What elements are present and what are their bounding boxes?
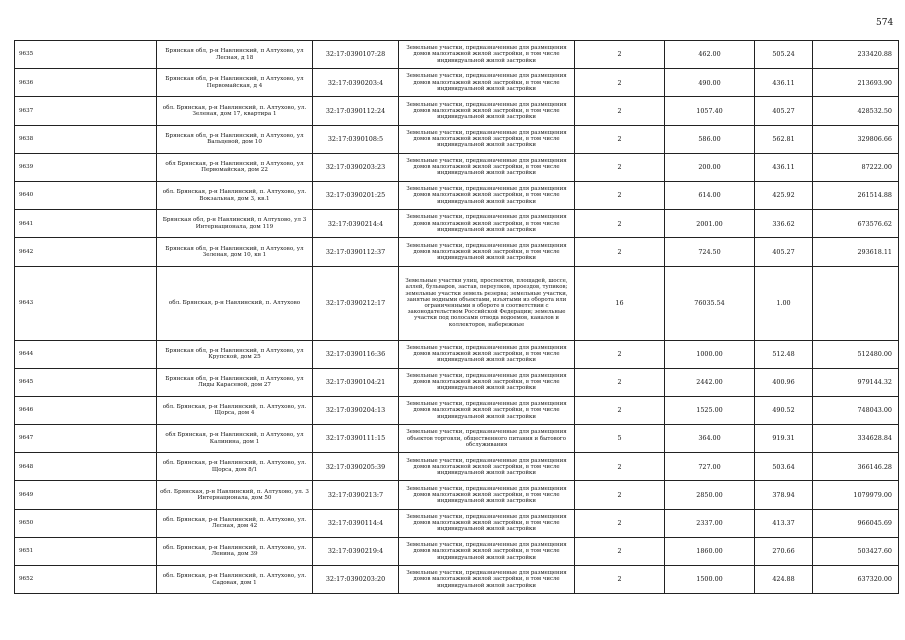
- cadastral-number-cell: 32:17:0390204:13: [313, 396, 399, 424]
- cadastral-value-cell: 512480.00: [813, 340, 899, 368]
- cadastral-number-cell: 32:17:0390111:15: [313, 425, 399, 453]
- table-row: [15, 537, 899, 565]
- address-cell: обл. Брянская, р-н Навлинский, п. Алтухово, ул. Лесная, дом 42: [157, 509, 313, 537]
- cadastral-value-cell: 213693.90: [813, 69, 899, 97]
- address-cell: Брянская обл, р-н Навлинский, п Алтухово, ул Вальцевой, дом 10: [157, 125, 313, 153]
- area-cell: 1525.00: [665, 396, 755, 424]
- land-use-cell: Земельные участки, предназначенные для размещения домов малоэтажной жилой застройки, в том числе индивидуальной жилой застройки: [399, 181, 575, 209]
- group-number-cell: 2: [575, 210, 665, 238]
- cadastral-number-cell: 32:17:0390212:17: [313, 266, 399, 340]
- specific-value-cell: 378.94: [755, 481, 813, 509]
- land-use-cell: Земельные участки, предназначенные для размещения домов малоэтажной жилой застройки, в том числе индивидуальной жилой застройки: [399, 566, 575, 594]
- specific-value-cell: 505.24: [755, 41, 813, 69]
- group-number-cell: 2: [575, 125, 665, 153]
- land-use-cell: Земельные участки, предназначенные для размещения домов малоэтажной жилой застройки, в том числе индивидуальной жилой застройки: [399, 69, 575, 97]
- address-cell: обл. Брянская, р-н Навлинский, п. Алтухово, ул. 3 Интернационала, дом 50: [157, 481, 313, 509]
- area-cell: 1500.00: [665, 566, 755, 594]
- land-use-cell: Земельные участки, предназначенные для размещения объектов торговли, общественного питания и бытового обслуживания: [399, 425, 575, 453]
- cadastral-number-cell: 32:17:0390112:37: [313, 238, 399, 266]
- cadastral-value-cell: 1079979.00: [813, 481, 899, 509]
- land-use-cell: Земельные участки улиц, проспектов, площадей, шоссе, аллей, бульваров, застав, переулков, проездов, тупиков; земельные участки земель резерва; земельные участки, занятые водными объектами, изъятыми из оборота или ограниченными в обороте в соответствии с законодательством Российской Федерации; земельные участки под полосами отвода водоемов, каналов и коллекторов, набережные: [399, 266, 575, 340]
- cadastral-number-cell: 32:17:0390203:4: [313, 69, 399, 97]
- area-cell: 724.50: [665, 238, 755, 266]
- cadastral-number-cell: 32:17:0390214:4: [313, 210, 399, 238]
- specific-value-cell: 336.62: [755, 210, 813, 238]
- land-use-cell: Земельные участки, предназначенные для размещения домов малоэтажной жилой застройки, в том числе индивидуальной жилой застройки: [399, 97, 575, 125]
- area-cell: 490.00: [665, 69, 755, 97]
- row-number: 9638: [15, 125, 157, 153]
- cadastral-value-cell: 503427.60: [813, 537, 899, 565]
- land-use-cell: Земельные участки, предназначенные для размещения домов малоэтажной жилой застройки, в том числе индивидуальной жилой застройки: [399, 509, 575, 537]
- cadastral-value-cell: 261514.88: [813, 181, 899, 209]
- table-row: [15, 481, 899, 509]
- area-cell: 200.00: [665, 153, 755, 181]
- table-row: [15, 266, 899, 340]
- row-number: 9636: [15, 69, 157, 97]
- row-number: 9645: [15, 368, 157, 396]
- area-cell: 1000.00: [665, 340, 755, 368]
- specific-value-cell: 436.11: [755, 69, 813, 97]
- cadastral-value-cell: 233420.88: [813, 41, 899, 69]
- table-row: [15, 368, 899, 396]
- group-number-cell: 2: [575, 368, 665, 396]
- address-cell: Брянская обл, р-н Навлинский, п Алтухово, ул Лиды Карасевой, дом 27: [157, 368, 313, 396]
- address-cell: обл. Брянская, р-н Навлинский, п. Алтухово: [157, 266, 313, 340]
- cadastral-number-cell: 32:17:0390205:39: [313, 453, 399, 481]
- land-use-cell: Земельные участки, предназначенные для размещения домов малоэтажной жилой застройки, в том числе индивидуальной жилой застройки: [399, 368, 575, 396]
- row-number: 9648: [15, 453, 157, 481]
- land-use-cell: Земельные участки, предназначенные для размещения домов малоэтажной жилой застройки, в том числе индивидуальной жилой застройки: [399, 396, 575, 424]
- row-number: 9640: [15, 181, 157, 209]
- cadastral-value-cell: 329806.66: [813, 125, 899, 153]
- table-body: [15, 41, 899, 594]
- cadastral-number-cell: 32:17:0390104:21: [313, 368, 399, 396]
- group-number-cell: 2: [575, 481, 665, 509]
- area-cell: 76035.54: [665, 266, 755, 340]
- group-number-cell: 2: [575, 537, 665, 565]
- address-cell: Брянская обл, р-н Навлинский, п Алтухово, ул Лесная, д 18: [157, 41, 313, 69]
- group-number-cell: 2: [575, 41, 665, 69]
- cadastral-value-cell: 979144.32: [813, 368, 899, 396]
- group-number-cell: 2: [575, 396, 665, 424]
- specific-value-cell: 436.11: [755, 153, 813, 181]
- cadastral-number-cell: 32:17:0390107:28: [313, 41, 399, 69]
- table-row: [15, 425, 899, 453]
- specific-value-cell: 919.31: [755, 425, 813, 453]
- specific-value-cell: 512.48: [755, 340, 813, 368]
- land-use-cell: Земельные участки, предназначенные для размещения домов малоэтажной жилой застройки, в том числе индивидуальной жилой застройки: [399, 238, 575, 266]
- row-number: 9652: [15, 566, 157, 594]
- specific-value-cell: 490.52: [755, 396, 813, 424]
- cadastral-value-cell: 428532.50: [813, 97, 899, 125]
- address-cell: обл Брянская, р-н Навлинский, п Алтухово, ул Калинина, дом 1: [157, 425, 313, 453]
- cadastral-value-cell: 366146.28: [813, 453, 899, 481]
- area-cell: 727.00: [665, 453, 755, 481]
- area-cell: 2850.00: [665, 481, 755, 509]
- specific-value-cell: 425.92: [755, 181, 813, 209]
- cadastral-value-cell: 748043.00: [813, 396, 899, 424]
- table-row: [15, 509, 899, 537]
- row-number: 9646: [15, 396, 157, 424]
- specific-value-cell: 424.88: [755, 566, 813, 594]
- specific-value-cell: 562.81: [755, 125, 813, 153]
- group-number-cell: 2: [575, 181, 665, 209]
- land-use-cell: Земельные участки, предназначенные для размещения домов малоэтажной жилой застройки, в том числе индивидуальной жилой застройки: [399, 481, 575, 509]
- table-row: [15, 453, 899, 481]
- group-number-cell: 2: [575, 238, 665, 266]
- cadastral-value-cell: 87222.00: [813, 153, 899, 181]
- area-cell: 364.00: [665, 425, 755, 453]
- table-row: [15, 69, 899, 97]
- cadastral-value-cell: 293618.11: [813, 238, 899, 266]
- specific-value-cell: 400.96: [755, 368, 813, 396]
- address-cell: Брянская обл, р-н Навлинский, п Алтухово, ул Первомайская, д 4: [157, 69, 313, 97]
- table-row: [15, 396, 899, 424]
- address-cell: обл. Брянская, р-н Навлинский, п. Алтухово, ул. Щорса, дом 8/1: [157, 453, 313, 481]
- row-number: 9644: [15, 340, 157, 368]
- area-cell: 614.00: [665, 181, 755, 209]
- table-row: [15, 153, 899, 181]
- cadastral-number-cell: 32:17:0390203:20: [313, 566, 399, 594]
- table-row: [15, 210, 899, 238]
- address-cell: обл. Брянская, р-н Навлинский, п. Алтухово, ул. Зеленая, дом 17, квартира 1: [157, 97, 313, 125]
- cadastral-value-cell: 966045.69: [813, 509, 899, 537]
- cadastral-number-cell: 32:17:0390219:4: [313, 537, 399, 565]
- group-number-cell: 2: [575, 566, 665, 594]
- specific-value-cell: 503.64: [755, 453, 813, 481]
- area-cell: 2337.00: [665, 509, 755, 537]
- cadastral-value-cell: 673576.62: [813, 210, 899, 238]
- table-row: [15, 125, 899, 153]
- cadastral-number-cell: 32:17:0390213:7: [313, 481, 399, 509]
- specific-value-cell: 270.66: [755, 537, 813, 565]
- row-number: 9649: [15, 481, 157, 509]
- row-number: 9639: [15, 153, 157, 181]
- table-row: [15, 340, 899, 368]
- group-number-cell: 2: [575, 509, 665, 537]
- area-cell: 586.00: [665, 125, 755, 153]
- land-use-cell: Земельные участки, предназначенные для размещения домов малоэтажной жилой застройки, в том числе индивидуальной жилой застройки: [399, 537, 575, 565]
- address-cell: Брянская обл, р-н Навлинский, п Алтухово, ул 3 Интернационала, дом 119: [157, 210, 313, 238]
- row-number: 9643: [15, 266, 157, 340]
- cadastral-number-cell: 32:17:0390203:23: [313, 153, 399, 181]
- address-cell: обл Брянская, р-н Навлинский, п Алтухово, ул Первомайская, дом 22: [157, 153, 313, 181]
- area-cell: 462.00: [665, 41, 755, 69]
- table-row: [15, 181, 899, 209]
- specific-value-cell: 1.00: [755, 266, 813, 340]
- group-number-cell: 2: [575, 97, 665, 125]
- cadastral-number-cell: 32:17:0390116:36: [313, 340, 399, 368]
- cadastral-number-cell: 32:17:0390112:24: [313, 97, 399, 125]
- row-number: 9642: [15, 238, 157, 266]
- address-cell: обл. Брянская, р-н Навлинский, п. Алтухово, ул. Щорса, дом 4: [157, 396, 313, 424]
- page-number: 574: [876, 18, 894, 28]
- specific-value-cell: 405.27: [755, 238, 813, 266]
- cadastral-value-cell: [813, 266, 899, 340]
- address-cell: Брянская обл, р-н Навлинский, п Алтухово, ул Крупской, дом 25: [157, 340, 313, 368]
- cadastral-number-cell: 32:17:0390114:4: [313, 509, 399, 537]
- row-number: 9637: [15, 97, 157, 125]
- land-use-cell: Земельные участки, предназначенные для размещения домов малоэтажной жилой застройки, в том числе индивидуальной жилой застройки: [399, 340, 575, 368]
- specific-value-cell: 405.27: [755, 97, 813, 125]
- area-cell: 1860.00: [665, 537, 755, 565]
- area-cell: 1057.40: [665, 97, 755, 125]
- land-use-cell: Земельные участки, предназначенные для размещения домов малоэтажной жилой застройки, в том числе индивидуальной жилой застройки: [399, 41, 575, 69]
- land-registry-table: [14, 40, 899, 594]
- row-number: 9650: [15, 509, 157, 537]
- row-number: 9647: [15, 425, 157, 453]
- area-cell: 2001.00: [665, 210, 755, 238]
- table-row: [15, 238, 899, 266]
- group-number-cell: 2: [575, 153, 665, 181]
- land-use-cell: Земельные участки, предназначенные для размещения домов малоэтажной жилой застройки, в том числе индивидуальной жилой застройки: [399, 125, 575, 153]
- group-number-cell: 2: [575, 453, 665, 481]
- row-number: 9641: [15, 210, 157, 238]
- land-use-cell: Земельные участки, предназначенные для размещения домов малоэтажной жилой застройки, в том числе индивидуальной жилой застройки: [399, 153, 575, 181]
- table-row: [15, 566, 899, 594]
- cadastral-number-cell: 32:17:0390201:25: [313, 181, 399, 209]
- address-cell: Брянская обл, р-н Навлинский, п Алтухово, ул Зеленая, дом 10, кв 1: [157, 238, 313, 266]
- specific-value-cell: 413.37: [755, 509, 813, 537]
- cadastral-value-cell: 637320.00: [813, 566, 899, 594]
- group-number-cell: 2: [575, 340, 665, 368]
- address-cell: обл. Брянская, р-н Навлинский, п. Алтухово, ул. Ленина, дом 39: [157, 537, 313, 565]
- group-number-cell: 5: [575, 425, 665, 453]
- address-cell: обл. Брянская, р-н Навлинский, п. Алтухово, ул. Садовая, дом 1: [157, 566, 313, 594]
- cadastral-value-cell: 334628.84: [813, 425, 899, 453]
- table-row: [15, 41, 899, 69]
- address-cell: обл. Брянская, р-н Навлинский, п. Алтухово, ул. Вокзальная, дом 3, кв.1: [157, 181, 313, 209]
- land-use-cell: Земельные участки, предназначенные для размещения домов малоэтажной жилой застройки, в том числе индивидуальной жилой застройки: [399, 210, 575, 238]
- group-number-cell: 2: [575, 69, 665, 97]
- land-use-cell: Земельные участки, предназначенные для размещения домов малоэтажной жилой застройки, в том числе индивидуальной жилой застройки: [399, 453, 575, 481]
- table-row: [15, 97, 899, 125]
- group-number-cell: 16: [575, 266, 665, 340]
- row-number: 9651: [15, 537, 157, 565]
- cadastral-number-cell: 32:17:0390108:5: [313, 125, 399, 153]
- row-number: 9635: [15, 41, 157, 69]
- area-cell: 2442.00: [665, 368, 755, 396]
